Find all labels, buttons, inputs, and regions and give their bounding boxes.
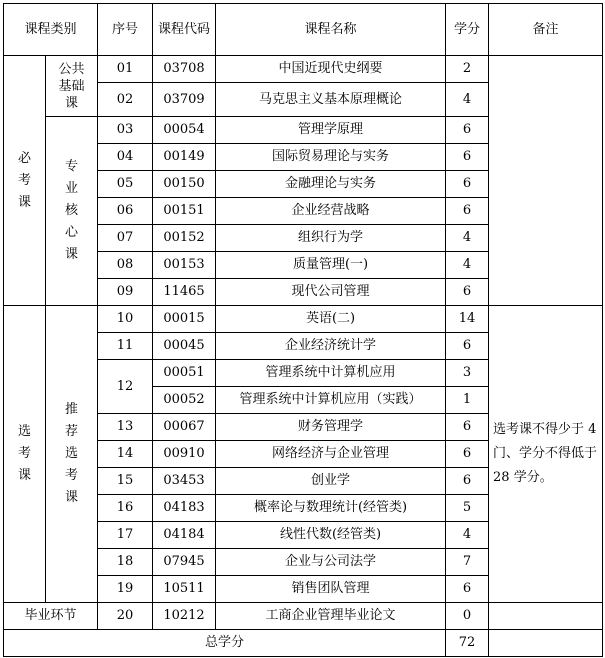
cell-credit: 6	[446, 414, 489, 441]
cell-credit: 2	[446, 56, 489, 83]
cell-code: 00052	[153, 387, 216, 414]
group-elective	[4, 306, 46, 603]
cell-credit: 1	[446, 387, 489, 414]
group-major-core-label: 专业核心课	[64, 159, 78, 262]
group-major-core	[46, 117, 98, 306]
cell-name: 中国近现代史纲要	[216, 56, 446, 83]
cell-name: 管理学原理	[216, 117, 446, 144]
cell-credit: 6	[446, 144, 489, 171]
cell-seq: 09	[98, 279, 153, 306]
cell-seq: 14	[98, 441, 153, 468]
group-required	[4, 56, 46, 306]
cell-credit: 6	[446, 171, 489, 198]
group-public-basic-label: 公共基础课	[58, 61, 85, 111]
cell-name: 马克思主义基本原理概论	[216, 83, 446, 117]
cell-code: 00151	[153, 198, 216, 225]
cell-credit: 0	[446, 603, 489, 630]
cell-seq: 17	[98, 522, 153, 549]
cell-code: 03709	[153, 83, 216, 117]
cell-code: 07945	[153, 549, 216, 576]
group-public-basic	[46, 56, 98, 117]
cell-name: 质量管理(一)	[216, 252, 446, 279]
cell-seq: 13	[98, 414, 153, 441]
remark-graduation	[489, 603, 603, 630]
remark-required	[489, 56, 603, 306]
cell-code: 03453	[153, 468, 216, 495]
cell-credit: 6	[446, 279, 489, 306]
header-code: 课程代码	[153, 4, 216, 56]
cell-seq: 10	[98, 306, 153, 333]
cell-code: 11465	[153, 279, 216, 306]
table-header	[4, 4, 603, 56]
header-category: 课程类别	[4, 4, 98, 56]
cell-credit: 6	[446, 198, 489, 225]
cell-credit: 4	[446, 83, 489, 117]
cell-seq: 20	[98, 603, 153, 630]
cell-name: 组织行为学	[216, 225, 446, 252]
cell-name: 网络经济与企业管理	[216, 441, 446, 468]
cell-code: 00153	[153, 252, 216, 279]
cell-seq: 01	[98, 56, 153, 83]
cell-name: 企业经济统计学	[216, 333, 446, 360]
cell-seq: 02	[98, 83, 153, 117]
header-seq: 序号	[98, 4, 153, 56]
remark-total	[489, 630, 603, 657]
group-recommended	[46, 306, 98, 603]
cell-name: 销售团队管理	[216, 576, 446, 603]
cell-credit: 4	[446, 522, 489, 549]
remark-elective	[489, 306, 603, 603]
cell-seq: 19	[98, 576, 153, 603]
cell-name: 线性代数(经管类)	[216, 522, 446, 549]
cell-credit: 6	[446, 468, 489, 495]
elective-note: 选考课不得少于 4 门、学分不得低于 28 学分。	[493, 422, 598, 485]
cell-credit: 3	[446, 360, 489, 387]
cell-code: 00067	[153, 414, 216, 441]
cell-name: 工商企业管理毕业论文	[216, 603, 446, 630]
group-graduation: 毕业环节	[4, 603, 98, 630]
cell-code: 10212	[153, 603, 216, 630]
cell-name: 概率论与数理统计(经管类)	[216, 495, 446, 522]
cell-code: 00045	[153, 333, 216, 360]
cell-name: 管理系统中计算机应用	[216, 360, 446, 387]
cell-name: 国际贸易理论与实务	[216, 144, 446, 171]
cell-name: 英语(二)	[216, 306, 446, 333]
cell-code: 03708	[153, 56, 216, 83]
cell-code: 04184	[153, 522, 216, 549]
cell-name: 企业与公司法学	[216, 549, 446, 576]
header-remark: 备注	[489, 4, 603, 56]
cell-code: 10511	[153, 576, 216, 603]
cell-seq: 07	[98, 225, 153, 252]
cell-credit: 6	[446, 441, 489, 468]
cell-seq: 06	[98, 198, 153, 225]
cell-seq: 08	[98, 252, 153, 279]
cell-name: 金融理论与实务	[216, 171, 446, 198]
table-row	[4, 603, 603, 630]
cell-seq: 05	[98, 171, 153, 198]
total-label: 总学分	[4, 630, 446, 657]
cell-code: 00910	[153, 441, 216, 468]
group-recommended-label: 推荐选考课	[64, 402, 78, 505]
group-elective-label: 选考课	[17, 424, 31, 483]
cell-code: 00152	[153, 225, 216, 252]
cell-name: 创业学	[216, 468, 446, 495]
course-table	[3, 3, 603, 657]
cell-credit: 4	[446, 252, 489, 279]
header-credit: 学分	[446, 4, 489, 56]
cell-credit: 14	[446, 306, 489, 333]
cell-credit: 5	[446, 495, 489, 522]
table-row	[4, 306, 603, 333]
total-credit: 72	[446, 630, 489, 657]
cell-code: 00150	[153, 171, 216, 198]
cell-seq: 16	[98, 495, 153, 522]
cell-seq: 04	[98, 144, 153, 171]
cell-credit: 4	[446, 225, 489, 252]
cell-code: 00051	[153, 360, 216, 387]
cell-name: 管理系统中计算机应用（实践）	[216, 387, 446, 414]
cell-code: 00015	[153, 306, 216, 333]
cell-name: 现代公司管理	[216, 279, 446, 306]
cell-seq: 18	[98, 549, 153, 576]
cell-seq: 11	[98, 333, 153, 360]
cell-seq: 12	[98, 360, 153, 414]
table-row	[4, 56, 603, 83]
cell-seq: 15	[98, 468, 153, 495]
total-row	[4, 630, 603, 657]
cell-name: 企业经营战略	[216, 198, 446, 225]
cell-credit: 6	[446, 333, 489, 360]
cell-credit: 6	[446, 117, 489, 144]
cell-code: 00149	[153, 144, 216, 171]
cell-code: 00054	[153, 117, 216, 144]
cell-seq: 03	[98, 117, 153, 144]
header-name: 课程名称	[216, 4, 446, 56]
group-required-label: 必考课	[17, 150, 31, 210]
cell-credit: 6	[446, 576, 489, 603]
cell-name: 财务管理学	[216, 414, 446, 441]
cell-code: 04183	[153, 495, 216, 522]
cell-credit: 7	[446, 549, 489, 576]
